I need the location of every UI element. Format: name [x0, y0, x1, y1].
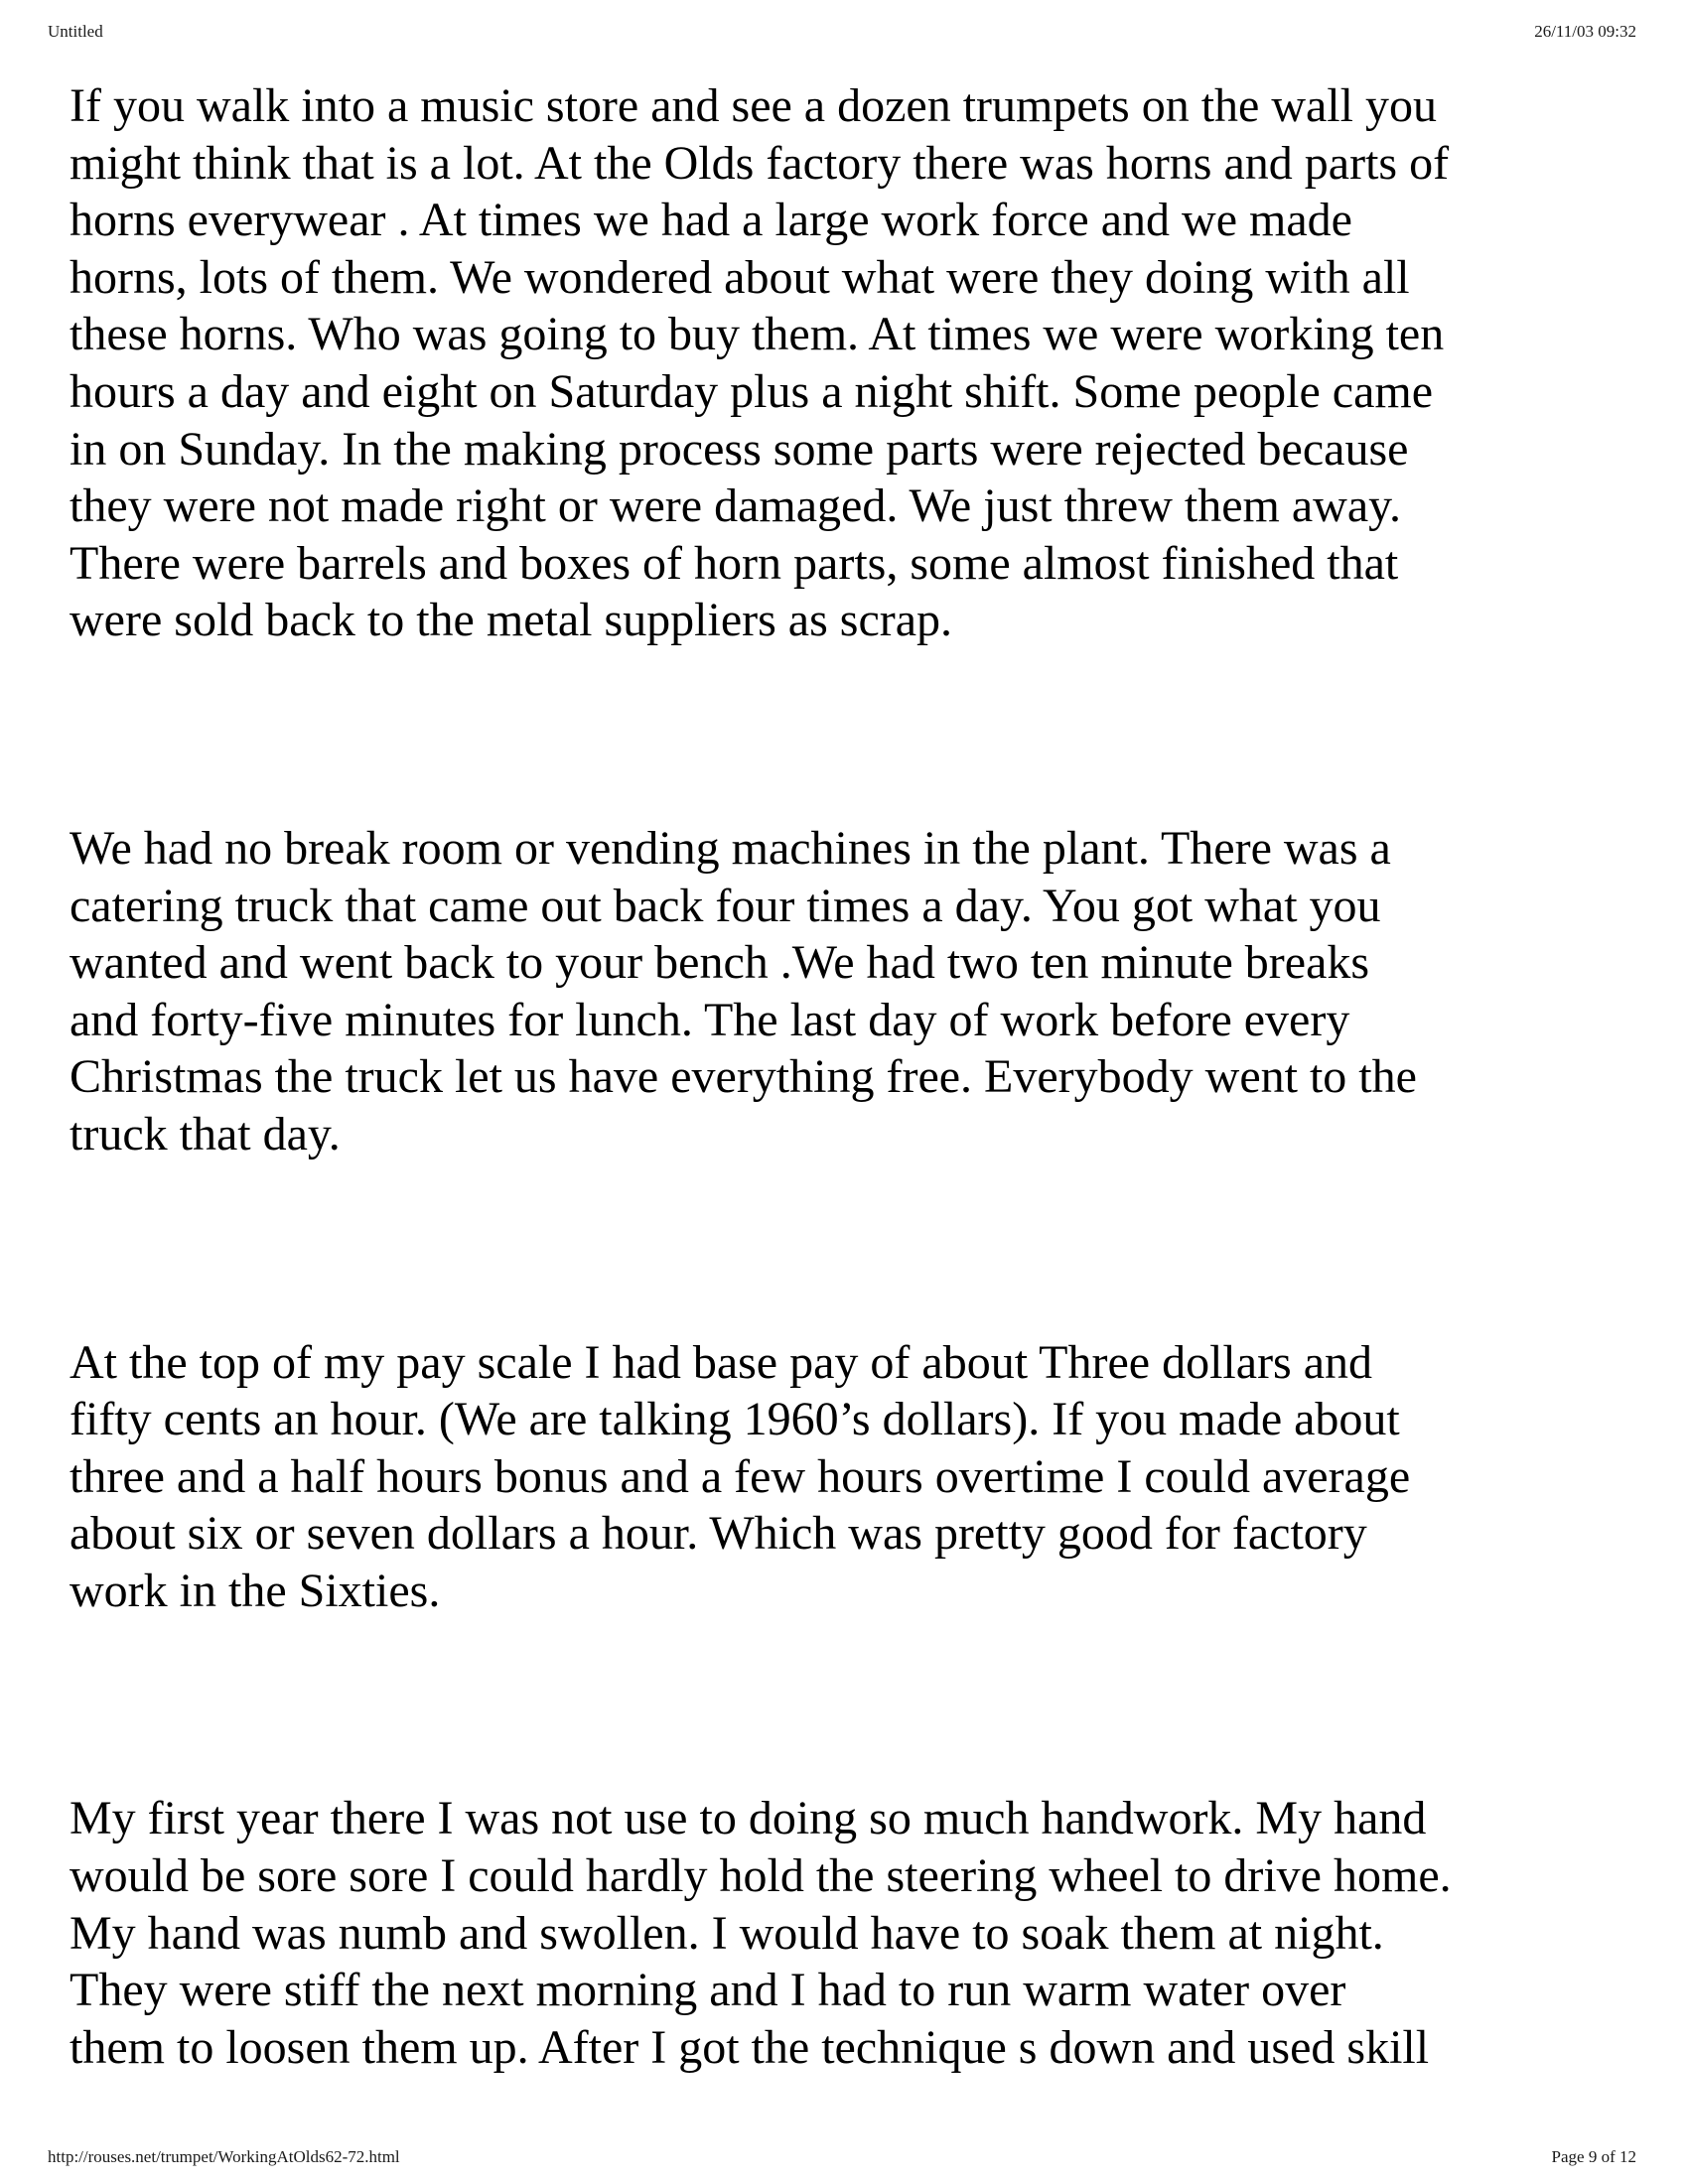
text-line: and forty-five minutes for lunch. The last day of work before every	[70, 993, 1350, 1046]
header-datetime: 26/11/03 09:32	[1534, 22, 1636, 41]
paragraph-2	[70, 820, 1638, 1163]
text-line: about six or seven dollars a hour. Which was pretty good for factory	[70, 1507, 1367, 1561]
paragraph-4	[70, 1790, 1638, 2076]
text-line: They were stiff the next morning and I had to run warm water over	[70, 1964, 1346, 2017]
text-line: There were barrels and boxes of horn parts, some almost finished that	[70, 536, 1399, 590]
footer-url: http://rouses.net/trumpet/WorkingAtOlds62-72.html	[48, 2147, 400, 2166]
text-line: catering truck that came out back four times a day. You got what you	[70, 879, 1381, 932]
footer-page-number: Page 9 of 12	[1551, 2147, 1636, 2166]
text-line: My first year there I was not use to doing so much handwork. My hand	[70, 1792, 1427, 1845]
text-line: If you walk into a music store and see a dozen trumpets on the wall you	[70, 79, 1437, 132]
text-line: We had no break room or vending machines in the plant. There was a	[70, 821, 1391, 875]
text-line: these horns. Who was going to buy them. At times we were working ten	[70, 308, 1445, 361]
text-line: might think that is a lot. At the Olds factory there was horns and parts of	[70, 136, 1450, 190]
text-line: would be sore sore I could hardly hold the steering wheel to drive home.	[70, 1849, 1452, 1903]
text-line: My hand was numb and swollen. I would have to soak them at night.	[70, 1906, 1384, 1960]
header-title: Untitled	[48, 22, 103, 41]
text-line: Christmas the truck let us have everything free. Everybody went to the	[70, 1050, 1417, 1104]
text-line: three and a half hours bonus and a few hours overtime I could average	[70, 1449, 1411, 1503]
text-line: they were not made right or were damaged. We just threw them away.	[70, 479, 1401, 533]
text-line: in on Sunday. In the making process some parts were rejected because	[70, 422, 1409, 476]
text-line: At the top of my pay scale I had base pay of about Three dollars and	[70, 1335, 1373, 1389]
text-line: fifty cents an hour. (We are talking 1960’s dollars). If you made about	[70, 1393, 1400, 1446]
text-line: them to loosen them up. After I got the technique s down and used skill	[70, 2020, 1430, 2074]
text-line: horns everywear . At times we had a large work force and we made	[70, 194, 1352, 247]
text-line: were sold back to the metal suppliers as scrap.	[70, 594, 953, 647]
text-line: work in the Sixties.	[70, 1564, 441, 1617]
text-line: truck that day.	[70, 1107, 341, 1160]
paragraph-1	[70, 77, 1638, 649]
text-line: hours a day and eight on Saturday plus a night shift. Some people came	[70, 364, 1434, 418]
text-line: horns, lots of them. We wondered about what were they doing with all	[70, 250, 1410, 304]
article-body	[70, 77, 1638, 2076]
text-line: wanted and went back to your bench .We had two ten minute breaks	[70, 936, 1370, 990]
paragraph-3	[70, 1334, 1638, 1620]
